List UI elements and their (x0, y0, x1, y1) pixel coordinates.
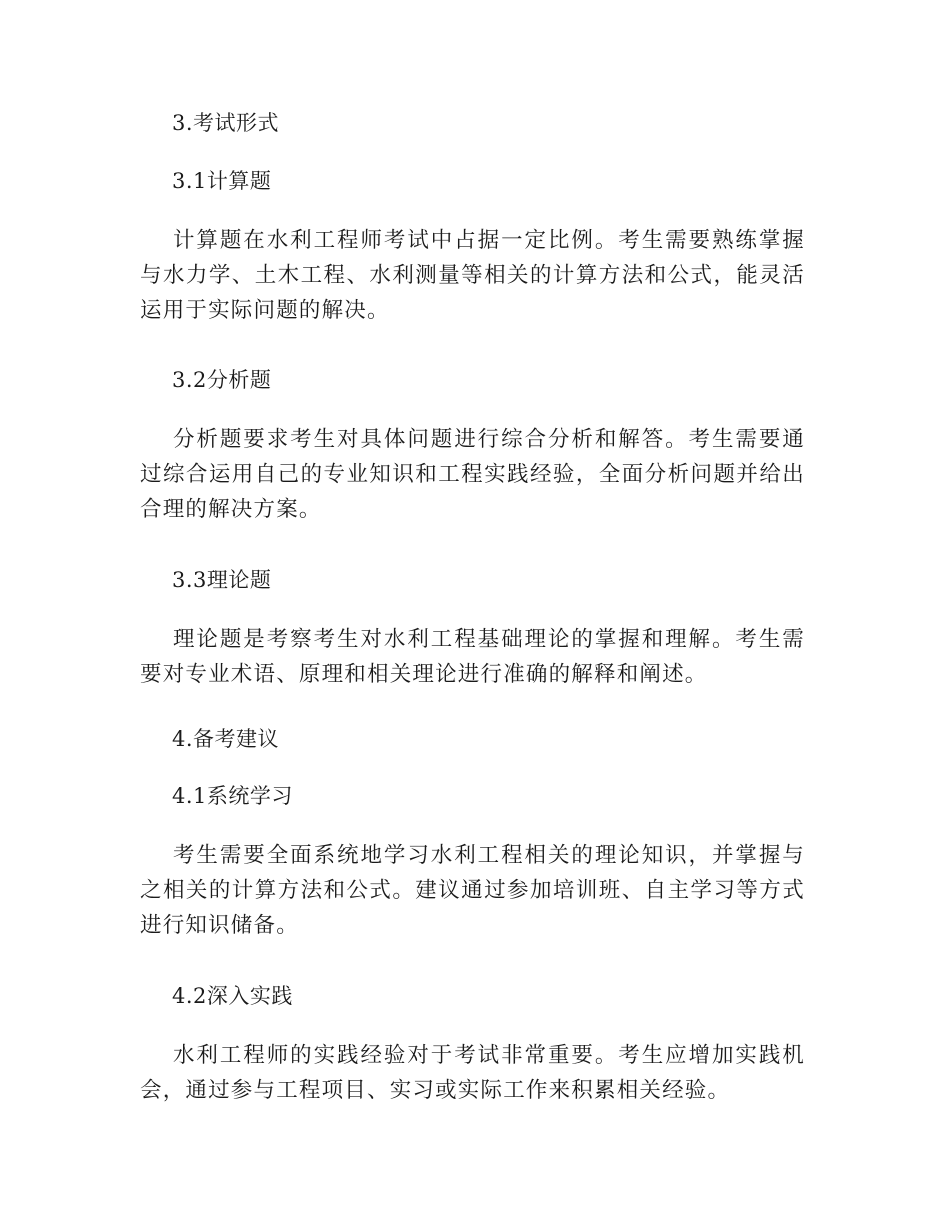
paragraph-practice: 水利工程师的实践经验对于考试非常重要。考生应增加实践机会，通过参与工程项目、实习或实际工作来积累相关经验。 (140, 1043, 805, 1103)
section-heading-exam-format: 3.考试形式 (172, 111, 280, 135)
subsection-heading-systematic-study: 4.1系统学习 (172, 784, 293, 808)
paragraph-analysis: 分析题要求考生对具体问题进行综合分析和解答。考生需要通过综合运用自己的专业知识和工程实践经验，全面分析问题并给出合理的解决方案。 (140, 427, 805, 522)
subsection-heading-calculation: 3.1计算题 (172, 169, 272, 193)
subsection-heading-theory: 3.3理论题 (172, 568, 272, 592)
paragraph-calculation: 计算题在水利工程师考试中占据一定比例。考生需要熟练掌握与水力学、土木工程、水利测量等相关的计算方法和公式，能灵活运用于实际问题的解决。 (140, 228, 805, 323)
paragraph-theory: 理论题是考察考生对水利工程基础理论的掌握和理解。考生需要对专业术语、原理和相关理论进行准确的解释和阐述。 (140, 627, 805, 687)
paragraph-systematic-study: 考生需要全面系统地学习水利工程相关的理论知识，并掌握与之相关的计算方法和公式。建议通过参加培训班、自主学习等方式进行知识储备。 (140, 843, 805, 938)
subsection-heading-practice: 4.2深入实践 (172, 984, 293, 1008)
section-heading-prep-advice: 4.备考建议 (172, 727, 280, 751)
subsection-heading-analysis: 3.2分析题 (172, 368, 272, 392)
